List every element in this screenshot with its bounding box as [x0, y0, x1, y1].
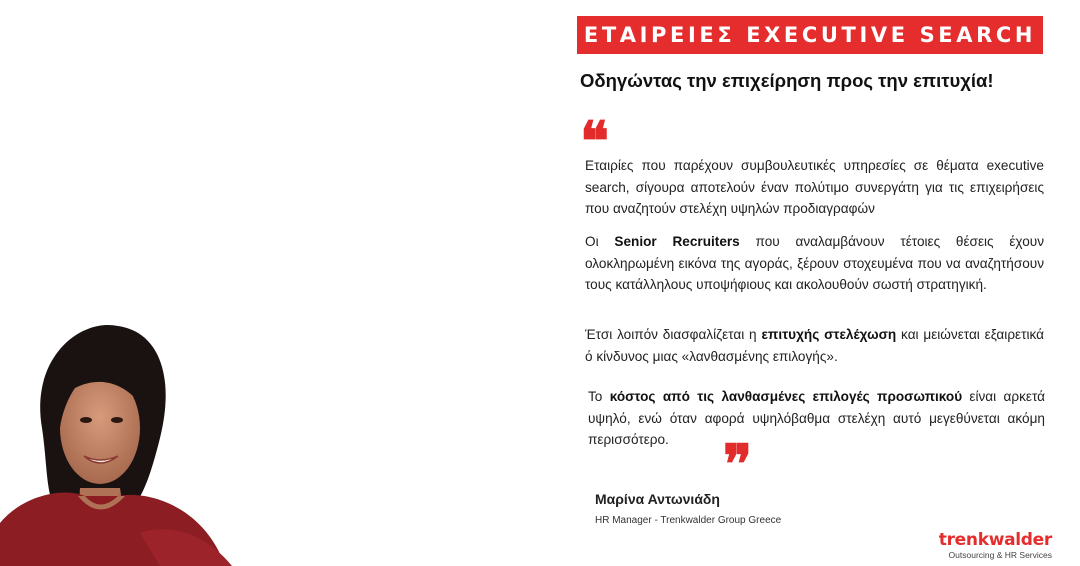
quote-paragraph-4-pre: Το [588, 389, 610, 404]
quote-paragraph-3 [585, 324, 1044, 367]
company-logo [928, 532, 1052, 560]
quote-paragraph-3-pre: Έτσι λοιπόν διασφαλίζεται η [585, 327, 762, 342]
quote-paragraph-3-post: και μειώνεται εξαιρετικά ό κίνδυνος μιας «λανθασμένης επιλογής». [585, 327, 1044, 364]
page-subtitle: Οδηγώντας την επιχείρηση προς την επιτυχία! [580, 70, 994, 91]
quote-open-icon: ❝ [580, 109, 610, 173]
quote-paragraph-3-bold: επιτυχής στελέχωση [761, 327, 897, 342]
page-title: ΕΤΑΙΡΕΙΕΣ EXECUTIVE SEARCH [577, 16, 1043, 54]
quote-paragraph-2-bold: Senior Recruiters [614, 234, 740, 249]
author-role: HR Manager - Trenkwalder Group Greece [595, 515, 782, 526]
author-name: Μαρίνα Αντωνιάδη [595, 491, 720, 507]
logo-tagline: Outsourcing & HR Services [948, 550, 1052, 560]
quote-paragraph-4 [588, 386, 1045, 451]
quote-close-icon: ❞ [723, 432, 753, 496]
quote-paragraph-4-bold: κόστος από τις λανθασμένες επιλογές προσωπικού [609, 389, 963, 404]
logo-wordmark: trenkwalder [938, 530, 1052, 550]
quote-paragraph-1: Εταιρίες που παρέχουν συμβουλευτικές υπηρεσίες σε θέματα executive search, σίγουρα αποτελούν έναν πολύτιμο συνεργάτη για τις επιχειρήσεις που αναζητούν στελέχη υψηλών προδιαγραφών [585, 158, 1044, 216]
quote-paragraph-2-post: που αναλαμβάνουν τέτοιες θέσεις έχουν ολοκληρωμένη εικόνα της αγοράς, ξέρουν στοχευμένα που να αναζητήσουν τους κατάλληλους υποψήφιους και ακολουθούν σωστή στρατηγική. [585, 234, 1044, 292]
portrait-photo [0, 318, 240, 566]
quote-paragraph-2-pre: Οι [585, 234, 615, 249]
quote-paragraph-4-post: είναι αρκετά υψηλό, ενώ όταν αφορά υψηλόβαθμα στελέχη αυτό μεγεθύνεται ακόμη περισσότερο. [588, 389, 1046, 447]
quote-paragraph-2 [585, 231, 1044, 296]
